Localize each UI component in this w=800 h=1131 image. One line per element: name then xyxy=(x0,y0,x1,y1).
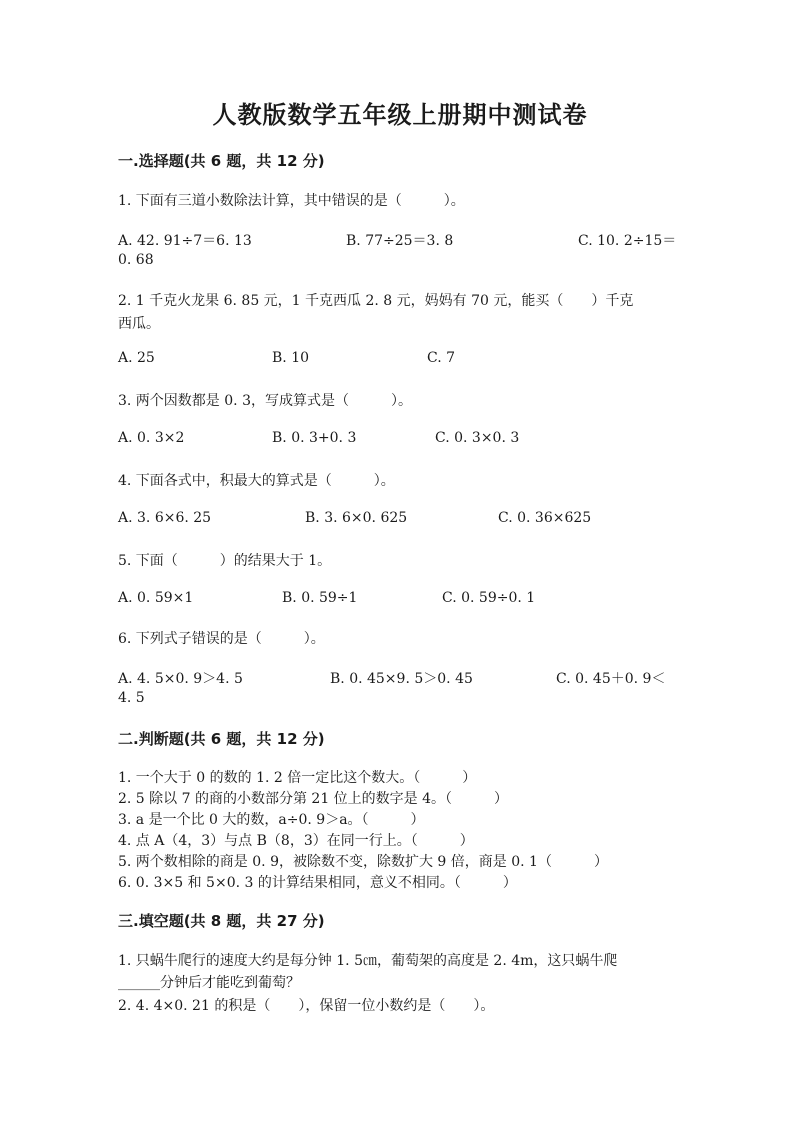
option-b: B. 10 xyxy=(272,350,310,366)
judge-item: 4. 点 A（4，3）与点 B（8，3）在同一行上。（ ） xyxy=(118,833,474,849)
option-c: C. 0. 45＋0. 9＜ xyxy=(556,671,666,687)
judge-item: 2. 5 除以 7 的商的小数部分第 21 位上的数字是 4。（ ） xyxy=(118,791,509,807)
option-b: B. 77÷25＝3. 8 xyxy=(346,233,454,249)
option-c: C. 10. 2÷15＝ xyxy=(578,233,677,249)
option-c: C. 0. 36×625 xyxy=(498,510,592,526)
judge-item: 6. 0. 3×5 和 5×0. 3 的计算结果相同，意义不相同。（ ） xyxy=(118,875,517,891)
option-c: C. 7 xyxy=(427,350,456,366)
option-c: C. 0. 3×0. 3 xyxy=(435,430,520,446)
option-c: C. 0. 59÷0. 1 xyxy=(442,590,536,606)
option-a: A. 3. 6×6. 25 xyxy=(118,510,212,526)
question-stem: 4. 下面各式中，积最大的算式是（ ）。 xyxy=(118,473,395,489)
option-b: B. 0. 59÷1 xyxy=(282,590,358,606)
option-a: A. 42. 91÷7＝6. 13 xyxy=(118,233,252,249)
option-a: A. 0. 3×2 xyxy=(118,430,185,446)
fill-item: 2. 4. 4×0. 21 的积是（ ），保留一位小数约是（ ）。 xyxy=(118,998,495,1014)
option-c-continued: 0. 68 xyxy=(118,252,154,268)
section-heading-judge: 二.判断题(共 6 题，共 12 分) xyxy=(118,730,325,748)
question-stem: 5. 下面（ ）的结果大于 1。 xyxy=(118,553,332,569)
judge-item: 3. a 是一个比 0 大的数，a÷0. 9＞a。（ ） xyxy=(118,812,425,828)
option-a: A. 25 xyxy=(118,350,155,366)
question-stem: 1. 下面有三道小数除法计算，其中错误的是（ ）。 xyxy=(118,193,465,209)
judge-item: 1. 一个大于 0 的数的 1. 2 倍一定比这个数大。（ ） xyxy=(118,770,477,786)
section-heading-fill: 三.填空题(共 8 题，共 27 分) xyxy=(118,912,325,930)
option-a: A. 0. 59×1 xyxy=(118,590,194,606)
fill-item-continued: ______分钟后才能吃到葡萄？ xyxy=(118,975,300,991)
page-title: 人教版数学五年级上册期中测试卷 xyxy=(212,100,588,129)
section-heading-choice: 一.选择题(共 6 题，共 12 分) xyxy=(118,152,325,170)
option-a: A. 4. 5×0. 9＞4. 5 xyxy=(118,671,243,687)
option-b: B. 0. 3+0. 3 xyxy=(272,430,357,446)
question-stem: 3. 两个因数都是 0. 3，写成算式是（ ）。 xyxy=(118,393,412,409)
judge-item: 5. 两个数相除的商是 0. 9，被除数不变，除数扩大 9 倍，商是 0. 1（ ） xyxy=(118,854,608,870)
option-c-continued: 4. 5 xyxy=(118,690,145,706)
option-b: B. 0. 45×9. 5＞0. 45 xyxy=(330,671,473,687)
question-stem: 2. 1 千克火龙果 6. 85 元，1 千克西瓜 2. 8 元，妈妈有 70 元，能买（ ）千克 xyxy=(118,293,634,309)
question-stem: 6. 下列式子错误的是（ ）。 xyxy=(118,631,325,647)
question-stem-continued: 西瓜。 xyxy=(118,316,160,332)
option-b: B. 3. 6×0. 625 xyxy=(305,510,408,526)
fill-item: 1. 只蜗牛爬行的速度大约是每分钟 1. 5㎝，葡萄架的高度是 2. 4m，这只蜗牛爬 xyxy=(118,953,618,969)
